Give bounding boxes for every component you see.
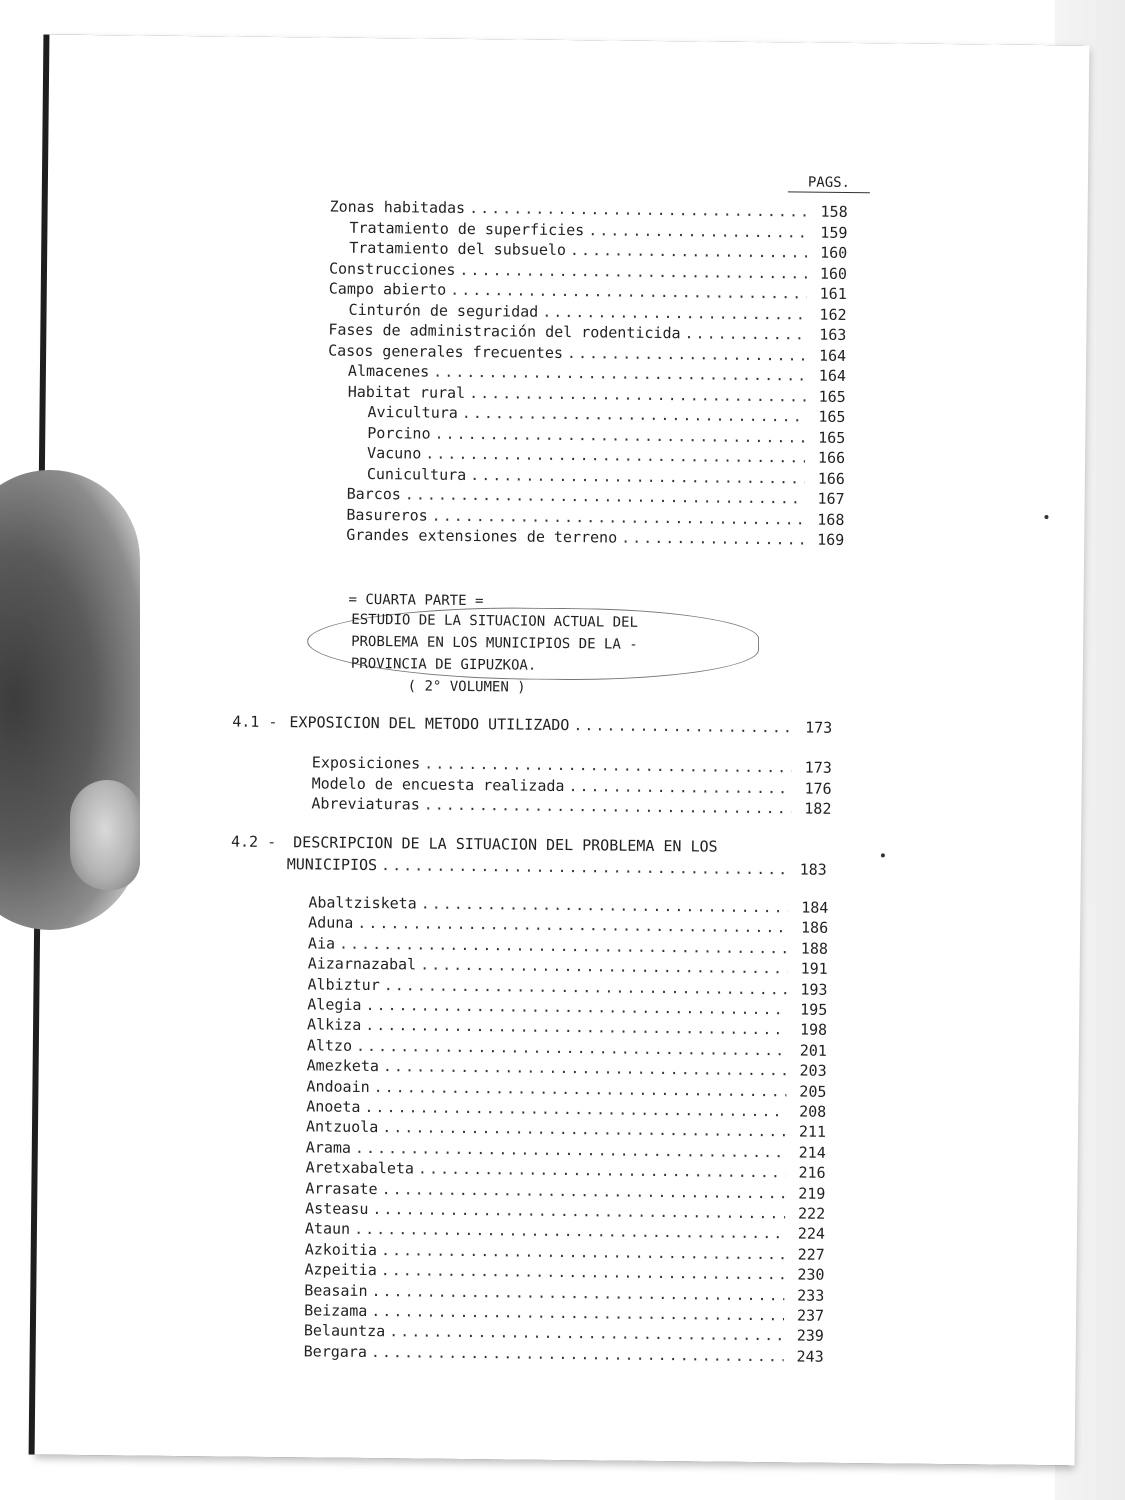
dot-leader [365,996,787,1018]
section-title: MUNICIPIOS [286,855,378,875]
dot-leader [381,1261,785,1283]
page-number: 201 [799,1041,827,1060]
entry-label: Aia [307,934,336,953]
page-number: 211 [798,1122,827,1142]
dot-leader [424,755,792,777]
dot-leader [382,1180,786,1202]
entry-label: Construcciones [328,259,456,279]
page-number: 230 [797,1265,825,1284]
entry-label: Abreviaturas [311,794,420,814]
page-number: 176 [804,779,832,798]
page-number: 233 [797,1286,825,1305]
page-number: 219 [798,1184,826,1203]
page-number: 193 [800,980,828,999]
dot-leader [469,199,808,221]
dot-leader [433,363,806,385]
municipio-entry [304,1342,824,1367]
page-number: 158 [820,202,848,221]
entry-label: Andoain [306,1076,370,1096]
dot-leader [434,424,805,446]
toc-entry [311,794,831,819]
cuarta-parte-line: ESTUDIO DE LA SITUACION ACTUAL DEL [351,611,638,631]
entry-label: Anoeta [306,1097,361,1116]
entry-label: Bergara [303,1342,368,1361]
section-title: EXPOSICION DEL METODO UTILIZADO [289,713,570,735]
entry-label: Porcino [367,423,431,443]
page-number: 224 [797,1224,826,1244]
entry-label: Alegia [307,995,362,1014]
entry-label: Basureros [346,505,428,525]
page-number: 160 [820,243,848,262]
page-number: 227 [797,1245,825,1264]
section-4-1-row [232,713,832,739]
page-number: 165 [818,407,846,426]
page-number: 160 [819,264,848,283]
page-number: 161 [819,284,847,303]
entry-label: Habitat rural [347,382,466,402]
entry-label: Avicultura [367,402,458,422]
dot-leader [374,1078,787,1100]
entry-label: Beizama [304,1301,368,1320]
entry-label: Alkiza [307,1015,362,1035]
dot-leader [405,485,805,507]
cuarta-parte-line: PROBLEMA EN LOS MUNICIPIOS DE LA - [351,633,638,653]
volume-label: ( 2° VOLUMEN ) [407,678,526,696]
speck-mark [1044,515,1048,519]
dot-leader [355,1139,786,1162]
cuarta-parte-line: PROVINCIA DE GIPUZKOA. [350,655,537,674]
cuarta-parte-title: = CUARTA PARTE = [348,591,484,610]
dot-leader [371,1302,784,1324]
entry-label: Tratamiento del subsuelo [349,238,567,260]
page-number: 173 [804,758,832,777]
entry-label: Aduna [308,913,354,933]
entry-label: Tratamiento de superficies [349,218,585,239]
section-title: DESCRIPCION DE LA SITUACION DEL PROBLEMA EN LOS [293,833,718,856]
section-number: 4.2 - [230,832,277,852]
entry-label: Aizarnazabal [307,954,417,974]
dot-leader [418,1160,786,1182]
page-number: 195 [800,1000,828,1019]
entry-label: Azkoitia [304,1240,378,1259]
entry-label: Abaltzisketa [308,893,417,913]
dot-leader [588,221,807,241]
entry-label: Albiztur [307,974,380,994]
dot-leader [542,302,807,323]
entry-label: Asteasu [305,1199,369,1218]
page-number: 188 [800,939,829,958]
entry-label: Fases de administración del rodenticida [328,320,681,343]
entry-label: Arama [305,1138,352,1157]
dot-leader [372,1200,785,1222]
dot-leader [469,384,806,406]
dot-leader [573,716,792,736]
pags-column-header: PAGS. [788,174,870,193]
entry-label: Altzo [306,1036,353,1055]
entry-label: Grandes extensiones de terreno [346,525,618,547]
entry-label: Cunicultura [366,464,467,484]
page-number: 216 [798,1163,826,1182]
entry-label: Vacuno [367,443,422,463]
page-number: 205 [799,1082,827,1101]
entry-label: Modelo de encuesta realizada [311,773,565,795]
dot-leader [389,1323,784,1345]
page-number: 164 [818,346,847,365]
page-number: 222 [797,1204,826,1223]
page-number: 203 [799,1061,827,1080]
dot-leader [339,934,788,957]
page-number: 173 [805,718,833,737]
page-number: 183 [799,860,827,879]
entry-label: Casos generales frecuentes [328,341,564,362]
page-number: 184 [801,898,829,917]
section-4-2-heading [231,833,718,856]
dot-leader [365,1016,787,1038]
page-number: 167 [817,489,845,508]
dot-leader [384,976,788,998]
entry-label: Zonas habitadas [329,197,466,217]
dot-leader [357,914,788,937]
dot-leader [450,281,807,303]
entry-label: Azpeitia [304,1260,377,1280]
page-number: 168 [817,510,845,529]
book-page [35,35,1090,1466]
page-number: 198 [799,1020,828,1040]
page-number: 239 [796,1326,824,1346]
page-number: 163 [819,325,847,344]
dot-leader [432,506,805,528]
page-number: 159 [820,223,848,242]
dot-leader [568,777,791,797]
page-number: 165 [818,387,846,406]
page-number: 169 [817,530,845,549]
page-number: 191 [800,959,828,978]
dot-leader [425,445,805,467]
page-number: 186 [800,918,829,938]
toc-entry [346,526,844,551]
dot-leader [684,324,806,343]
entry-label: Beasain [304,1280,368,1300]
dot-leader [382,1119,786,1141]
dot-leader [420,956,788,978]
dot-leader [567,344,806,365]
entry-label: Aretxabaleta [305,1158,415,1178]
section-number: 4.1 - [232,712,278,732]
speck-mark [881,853,885,857]
page-number: 164 [818,366,847,385]
dot-leader [462,404,806,426]
page-number: 237 [796,1306,825,1325]
section-4-2-row [287,855,827,881]
entry-label: Belauntza [303,1321,386,1341]
entry-label: Campo abierto [328,279,447,299]
dot-leader [371,1343,784,1365]
page-number: 243 [796,1347,824,1366]
page-number: 208 [799,1102,827,1121]
dot-leader [381,856,787,878]
page-number: 214 [798,1143,826,1162]
page-number: 166 [817,448,846,467]
dot-leader [383,1057,787,1079]
dot-leader [381,1241,785,1263]
dot-leader [356,1037,787,1060]
page-number: 166 [817,469,845,488]
dot-leader [371,1282,784,1304]
page-number: 162 [819,305,847,324]
entry-label: Cinturón de seguridad [348,300,539,321]
entry-label: Amezketa [306,1056,380,1076]
dot-leader [459,260,807,282]
dot-leader [424,796,792,818]
entry-label: Almacenes [347,361,430,381]
dot-leader [421,895,789,917]
entry-label: Arrasate [305,1178,378,1198]
dot-leader [354,1220,785,1243]
dot-leader [364,1098,786,1120]
page-number: 165 [818,428,846,447]
entry-label: Ataun [304,1219,351,1239]
entry-label: Antzuola [305,1117,379,1137]
entry-label: Exposiciones [311,753,421,773]
dot-leader [621,529,804,549]
dot-leader [470,466,805,488]
dot-leader [570,241,807,261]
table-of-contents [35,35,1090,1466]
page-number: 182 [804,799,832,818]
thumb [70,780,140,890]
entry-label: Barcos [346,484,401,504]
